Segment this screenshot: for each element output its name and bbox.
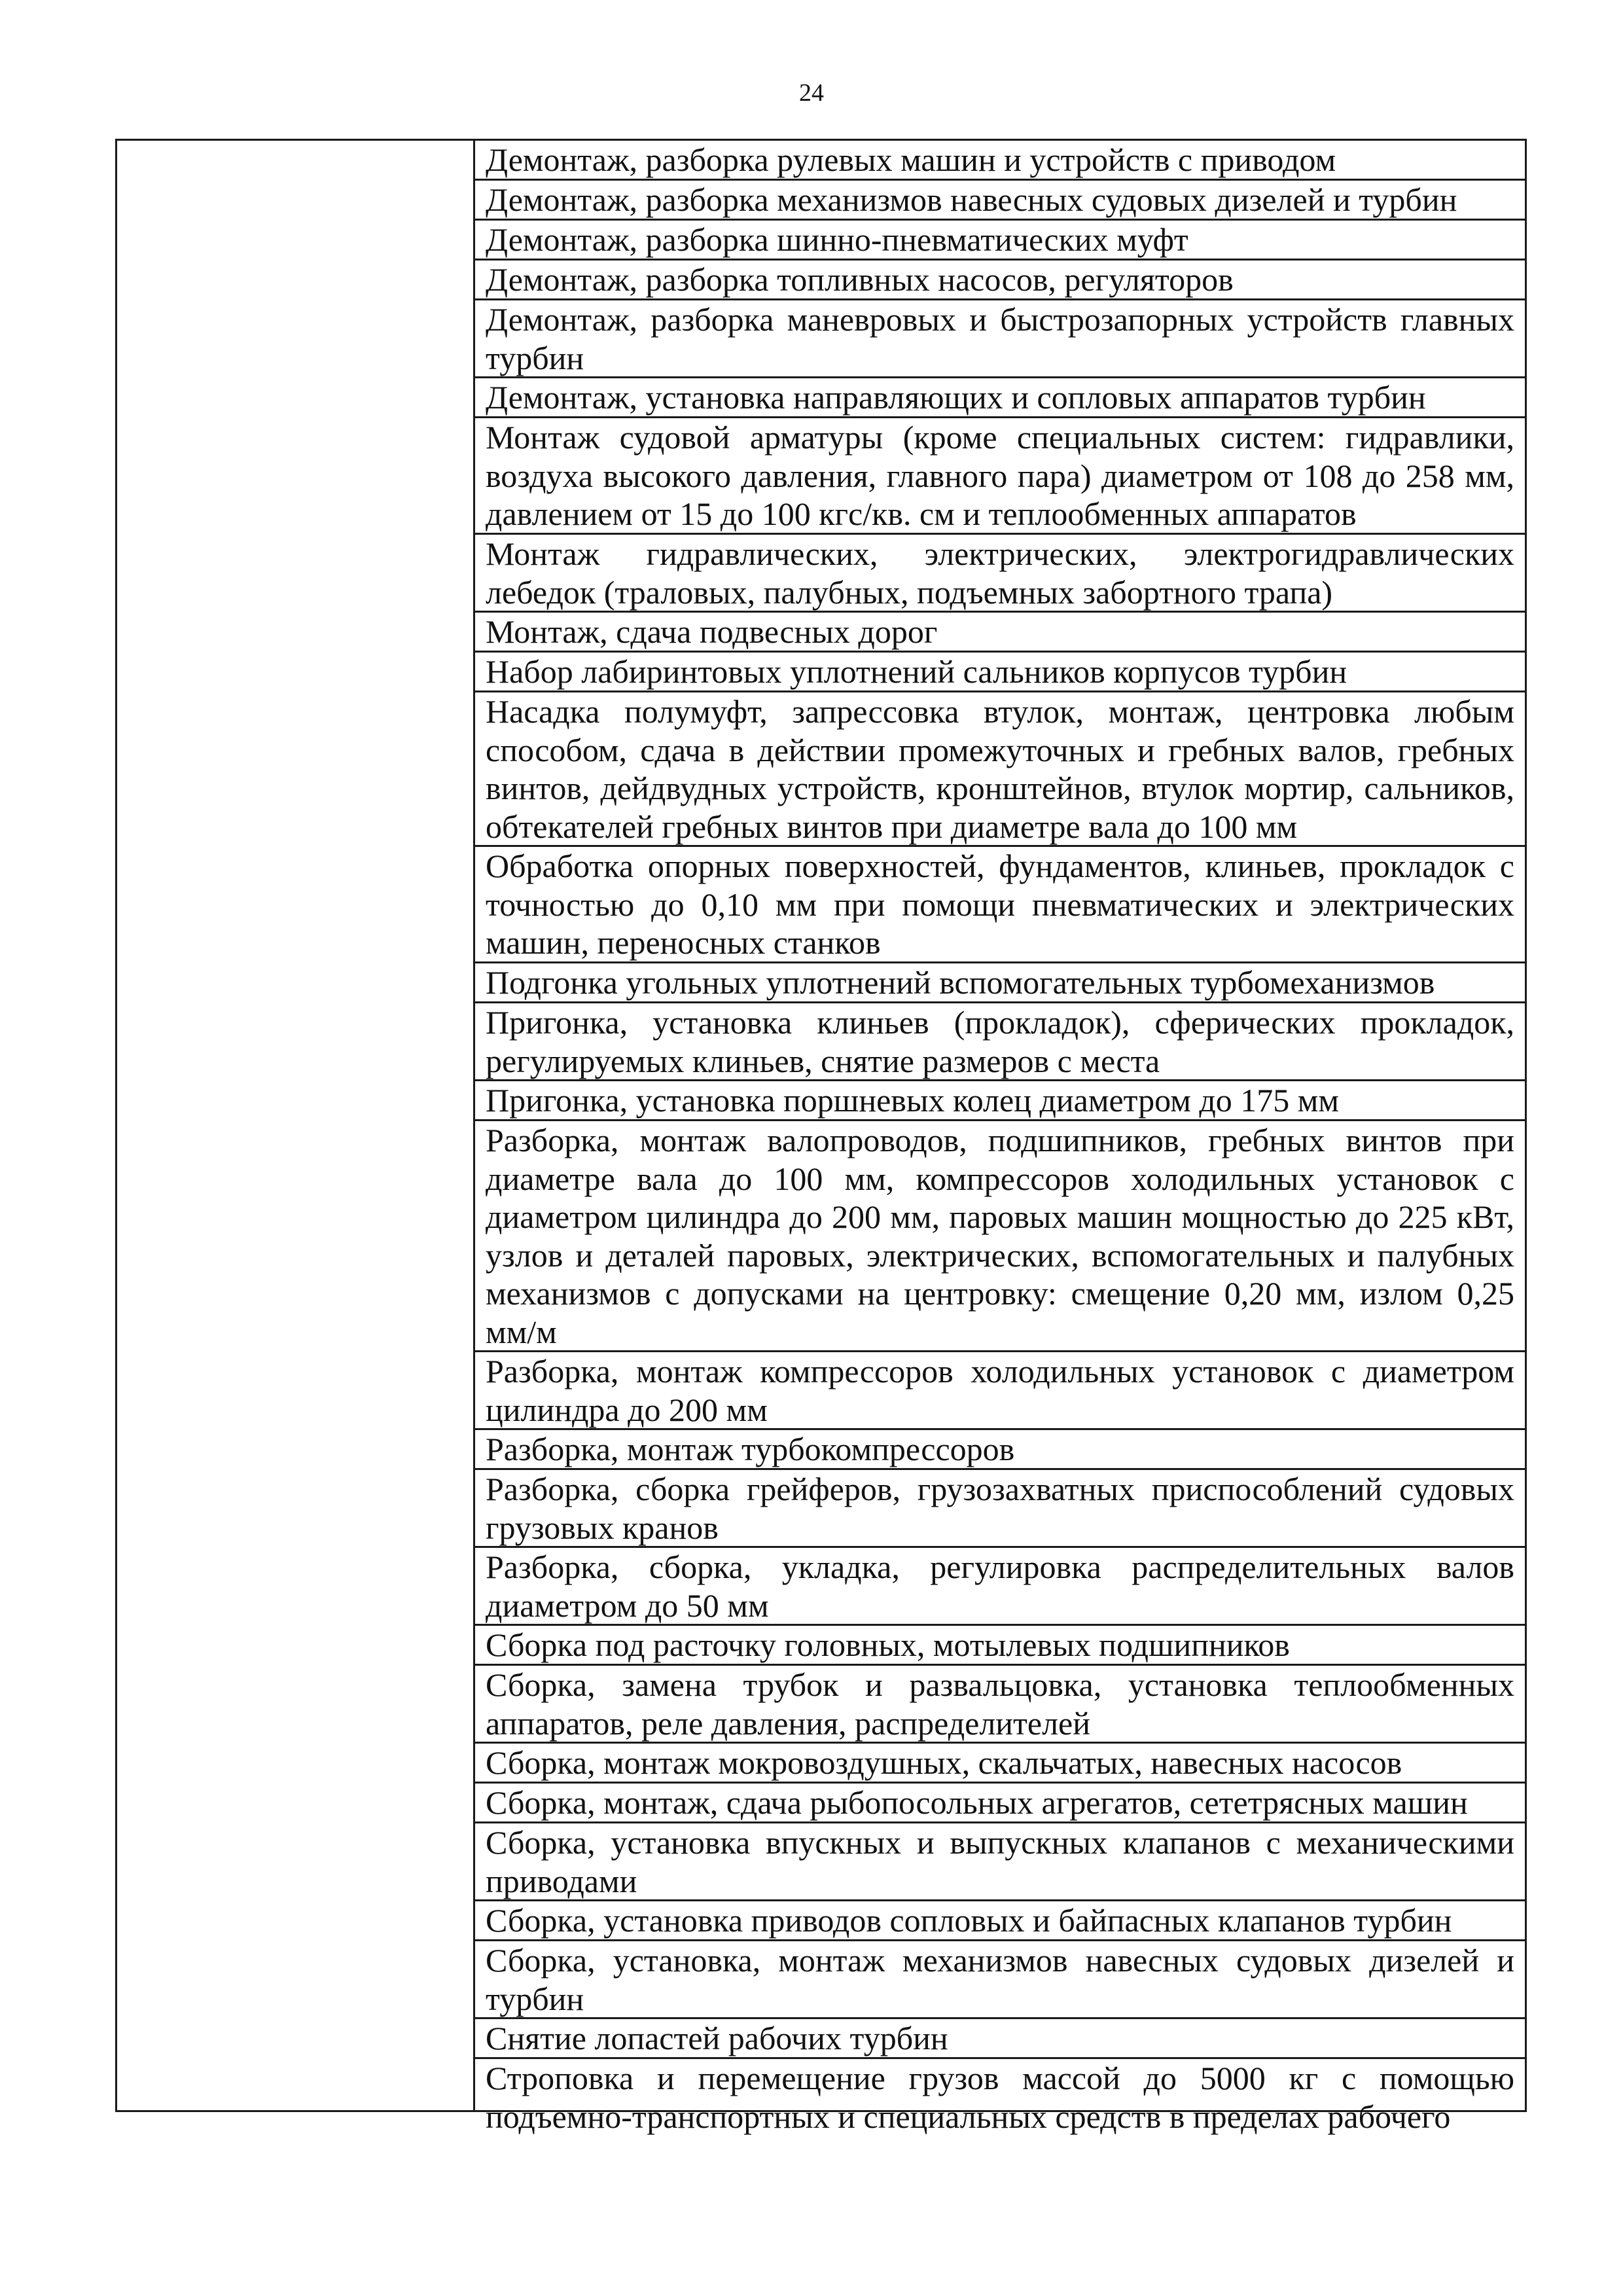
- table-row: Разборка, монтаж компрессоров холодильных установок с диаметром цилиндра до 200 мм: [475, 1352, 1525, 1430]
- table-row: Демонтаж, разборка маневровых и быстрозапорных устройств главных турбин: [475, 300, 1525, 378]
- table-row: Разборка, монтаж турбокомпрессоров: [475, 1430, 1525, 1470]
- table-row: Разборка, сборка, укладка, регулировка распределительных валов диаметром до 50 мм: [475, 1548, 1525, 1626]
- table-row: Демонтаж, разборка топливных насосов, регуляторов: [475, 260, 1525, 300]
- table-row: Монтаж гидравлических, электрических, электрогидравлических лебедок (траловых, палубных, подъемных забортного трапа): [475, 535, 1525, 613]
- table-row: Демонтаж, разборка рулевых машин и устройств с приводом: [475, 141, 1525, 181]
- table-row: Сборка, монтаж, сдача рыбопосольных агрегатов, сететрясных машин: [475, 1784, 1525, 1823]
- table-row: Сборка, установка приводов сопловых и байпасных клапанов турбин: [475, 1901, 1525, 1941]
- table-row: Разборка, сборка грейферов, грузозахватных приспособлений судовых грузовых кранов: [475, 1470, 1525, 1548]
- table-row: Сборка, монтаж мокровоздушных, скальчатых, навесных насосов: [475, 1744, 1525, 1784]
- table-row: Демонтаж, установка направляющих и сопловых аппаратов турбин: [475, 378, 1525, 418]
- table-row: Подгонка угольных уплотнений вспомогательных турбомеханизмов: [475, 963, 1525, 1003]
- table-row: Сборка, установка впускных и выпускных клапанов с механическими приводами: [475, 1823, 1525, 1901]
- table-row: Снятие лопастей рабочих турбин: [475, 2019, 1525, 2059]
- table-row: Сборка, установка, монтаж механизмов навесных судовых дизелей и турбин: [475, 1941, 1525, 2019]
- table-row: Демонтаж, разборка шинно-пневматических муфт: [475, 221, 1525, 260]
- table-row: Пригонка, установка клиньев (прокладок), сферических прокладок, регулируемых клиньев, снятие размеров с места: [475, 1003, 1525, 1081]
- table-row: Набор лабиринтовых уплотнений сальников корпусов турбин: [475, 653, 1525, 692]
- table-row: Строповка и перемещение грузов массой до 5000 кг с помощью подъемно-транспортных и специальных средств в пределах рабочего: [486, 2060, 1514, 2135]
- table-row: Демонтаж, разборка механизмов навесных судовых дизелей и турбин: [475, 181, 1525, 221]
- table-left-column: [117, 141, 475, 2110]
- table-right-column: [475, 141, 1525, 2135]
- table-row: Насадка полумуфт, запрессовка втулок, монтаж, центровка любым способом, сдача в действии промежуточных и гребных валов, гребных винтов, дейдвудных устройств, кронштейнов, втулок мортир, сальников, обтекателей гребных винтов при диаметре вала до 100 мм: [475, 692, 1525, 847]
- table-row: Сборка, замена трубок и развальцовка, установка теплообменных аппаратов, реле давления, распределителей: [475, 1666, 1525, 1744]
- table-row: Обработка опорных поверхностей, фундаментов, клиньев, прокладок с точностью до 0,10 мм при помощи пневматических и электрических машин, переносных станков: [475, 847, 1525, 963]
- table-row: Сборка под расточку головных, мотылевых подшипников: [475, 1626, 1525, 1666]
- table-row: Монтаж, сдача подвесных дорог: [475, 613, 1525, 653]
- page-number: 24: [799, 79, 824, 107]
- table-row: Разборка, монтаж валопроводов, подшипников, гребных винтов при диаметре вала до 100 мм, компрессоров холодильных установок с диаметром цилиндра до 200 мм, паровых машин мощностью до 225 кВт, узлов и деталей паровых, электрических, вспомогательных и палубных механизмов с допусками на центровку: смещение 0,20 мм, излом 0,25 мм/м: [475, 1121, 1525, 1352]
- table-row: Пригонка, установка поршневых колец диаметром до 175 мм: [475, 1081, 1525, 1121]
- table-row: Монтаж судовой арматуры (кроме специальных систем: гидравлики, воздуха высокого давления, главного пара) диаметром от 108 до 258 мм, давлением от 15 до 100 кгс/кв. см и теплообменных аппаратов: [475, 418, 1525, 535]
- work-table: [115, 139, 1527, 2135]
